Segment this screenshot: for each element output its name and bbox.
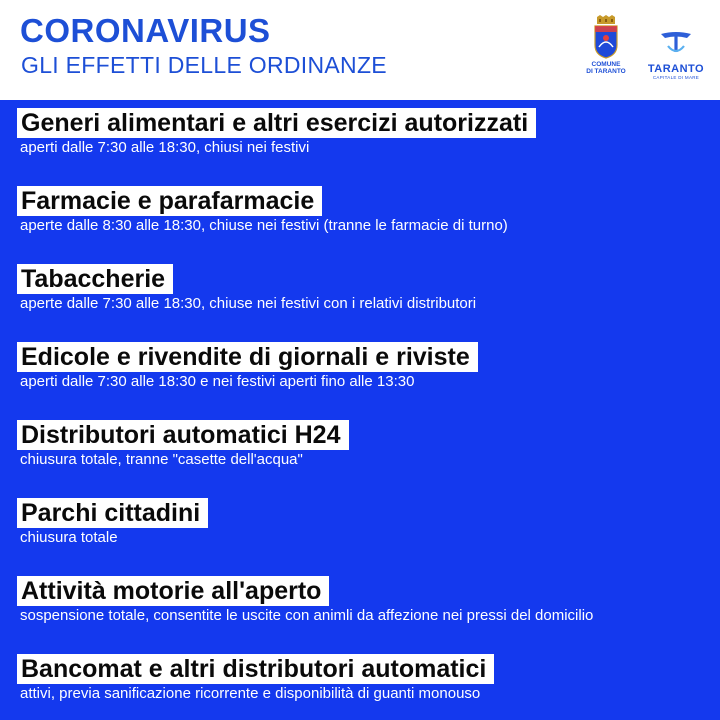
list-item [17, 186, 508, 235]
comune-logo [578, 15, 634, 75]
item-description: aperti dalle 7:30 alle 18:30 e nei festivi aperti fino alle 13:30 [20, 373, 415, 390]
list-item [17, 264, 476, 313]
list-item [17, 576, 593, 625]
list-item [17, 654, 494, 703]
item-description: sospensione totale, consentite le uscite con animli da affezione nei pressi del domicilio [20, 607, 594, 624]
item-title: Bancomat e altri distributori automatici [17, 654, 494, 684]
city-crest-icon [592, 15, 620, 59]
item-description: attivi, previa sanificazione ricorrente e disponibilità di guanti monouso [20, 685, 481, 702]
comune-caption-line1: COMUNE [591, 61, 621, 68]
taranto-tagline: CAPITALE DI MARE [652, 75, 700, 80]
item-description: aperte dalle 7:30 alle 18:30, chiuse nei festivi con i relativi distributori [20, 295, 477, 312]
item-title: Edicole e rivendite di giornali e riviste [17, 342, 478, 372]
item-title: Farmacie e parafarmacie [17, 186, 322, 216]
item-title: Tabaccherie [17, 264, 173, 294]
header [0, 0, 720, 100]
page-subtitle: GLI EFFETTI DELLE ORDINANZE [21, 52, 387, 78]
item-title: Distributori automatici H24 [17, 420, 349, 450]
list-item [17, 498, 208, 547]
item-title: Parchi cittadini [17, 498, 208, 528]
page-title: CORONAVIRUS [20, 12, 271, 49]
item-description: aperte dalle 8:30 alle 18:30, chiuse nei festivi (tranne le farmacie di turno) [20, 217, 508, 234]
list-item [17, 342, 478, 391]
item-description: chiusura totale [20, 529, 118, 546]
taranto-anchor-icon [659, 30, 693, 56]
list-item [17, 108, 536, 157]
item-description: aperti dalle 7:30 alle 18:30, chiusi nei festivi [20, 139, 310, 156]
item-description: chiusura totale, tranne "casette dell'acqua" [20, 451, 303, 468]
taranto-wordmark: TARANTO [647, 63, 705, 75]
comune-caption-line2: DI TARANTO [586, 68, 626, 75]
item-title: Generi alimentari e altri esercizi autorizzati [17, 108, 536, 138]
list-item [17, 420, 349, 469]
taranto-logo [636, 30, 716, 80]
item-title: Attività motorie all'aperto [17, 576, 329, 606]
